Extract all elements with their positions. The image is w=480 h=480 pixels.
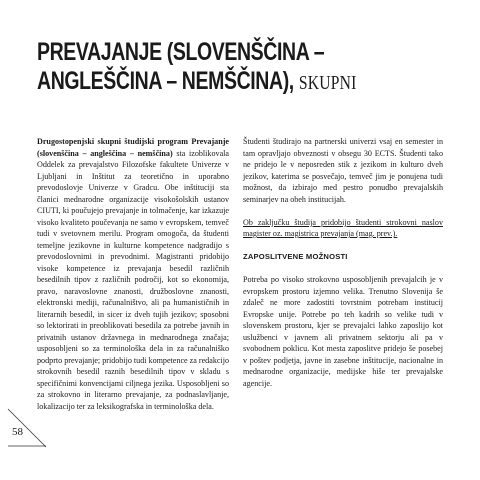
title-subtitle: SKUPNI [298,72,357,94]
program-name-bold: Drugostopenjski skupni študijski program Prevajanje (slovenščina – angleščina – nemščina) [37,137,229,158]
left-column [37,136,229,412]
intro-paragraph [37,136,229,412]
page-title [37,38,457,98]
employment-paragraph: Potreba po visoko strokovno usposobljenih prevajalcih je v evropskem prostoru izjemno velika. Trenutno Slovenija še zdaleč ne more zadostiti tovrstnim potrebam institucij Evropske unije. Potrebe po teh kadrih so velike tudi v slovenskem prostoru, kjer se prevajalci lahko zaposlijo kot uslužbenci v javnem ali privatnem sektorju ali pa v svobodnem poklicu. Kot mesta zaposlitve pridejo še posebej v poštev podjetja, javne in zasebne inštitucije, nacionalne in mednarodne organizacije, medijske hiše ter prevajalske agencije. [243,275,443,388]
exchange-paragraph: Študenti študirajo na partnerski univerzi vsaj en semester in tam opravljajo obveznosti v obsegu 30 ECTS. Študenti tako ne pridejo le v neposreden stik z jezikom in kulturo dveh jezikov, katerima se posvečajo, temveč jim je ponujena tudi možnost, da izbirajo med pestro ponudbo prevajalskih seminarjev na obeh institucijah. [243,137,443,204]
title-line-2-text: ANGLEŠČINA – NEMŠČINA), [37,67,294,95]
title-line-2 [37,67,365,98]
intro-body: sta izoblikovala Oddelek za prevajalstvo Filozofske fakultete Univerze v Ljubljani in Inštitut za teoretično in uporabno prevodoslovje Univerze v Gradcu. Obe inštituciji sta članici mednarodne organizacije visokošolskih ustanov CIUTI, ki poučujejo prevajanje in tolmačenje, kar izkazuje visoko kvaliteto poučevanja ne samo v evropskem, temveč tudi v svetovnem merilu. Program omogoča, da študenti temeljne jezikovne in kulturne kompetence nadgradijo s prevodoslovnimi in prevodnimi. Magistranti pridobijo visoke kompetence iz prevajanja besedil različnih besedilnih tipov z različnih področij, kot so ekonomija, pravo, naravoslovne znanosti, družboslovne znanosti, elektronski mediji, računalništvo, ali pa humanističnih in literarnih besedil, in sicer iz dveh tujih jezikov; sposobni so lektorirati in preoblikovati besedila za potrebe javnih in privatnih ustanov državnega in mednarodnega značaja; usposobljeni so za terminološka dela in za računalniško podprto prevajanje; pridobijo tudi kompetence za redakcijo strokovnih besedil raznih besedilnih tipov v skladu s specifičnimi konvencijami ciljnega jezika. Usposobljeni so za strokovno in literarno prevajanje, za podnaslavljanje, lokalizacijo ter za leksikografska in terminološka dela. [37,148,229,411]
employment-heading: ZAPOSLITVENE MOŽNOSTI [243,252,348,261]
right-column [243,136,443,389]
page-number: 58 [12,426,23,438]
title-line-1: PREVAJANJE (SLOVENŠČINA – [37,38,325,66]
corner-diagonal-line [0,0,60,480]
degree-title-paragraph: Ob zaključku študija pridobijo študenti strokovni naslov magister oz. magistrica prevajanja (mag. prev.). [243,217,443,238]
